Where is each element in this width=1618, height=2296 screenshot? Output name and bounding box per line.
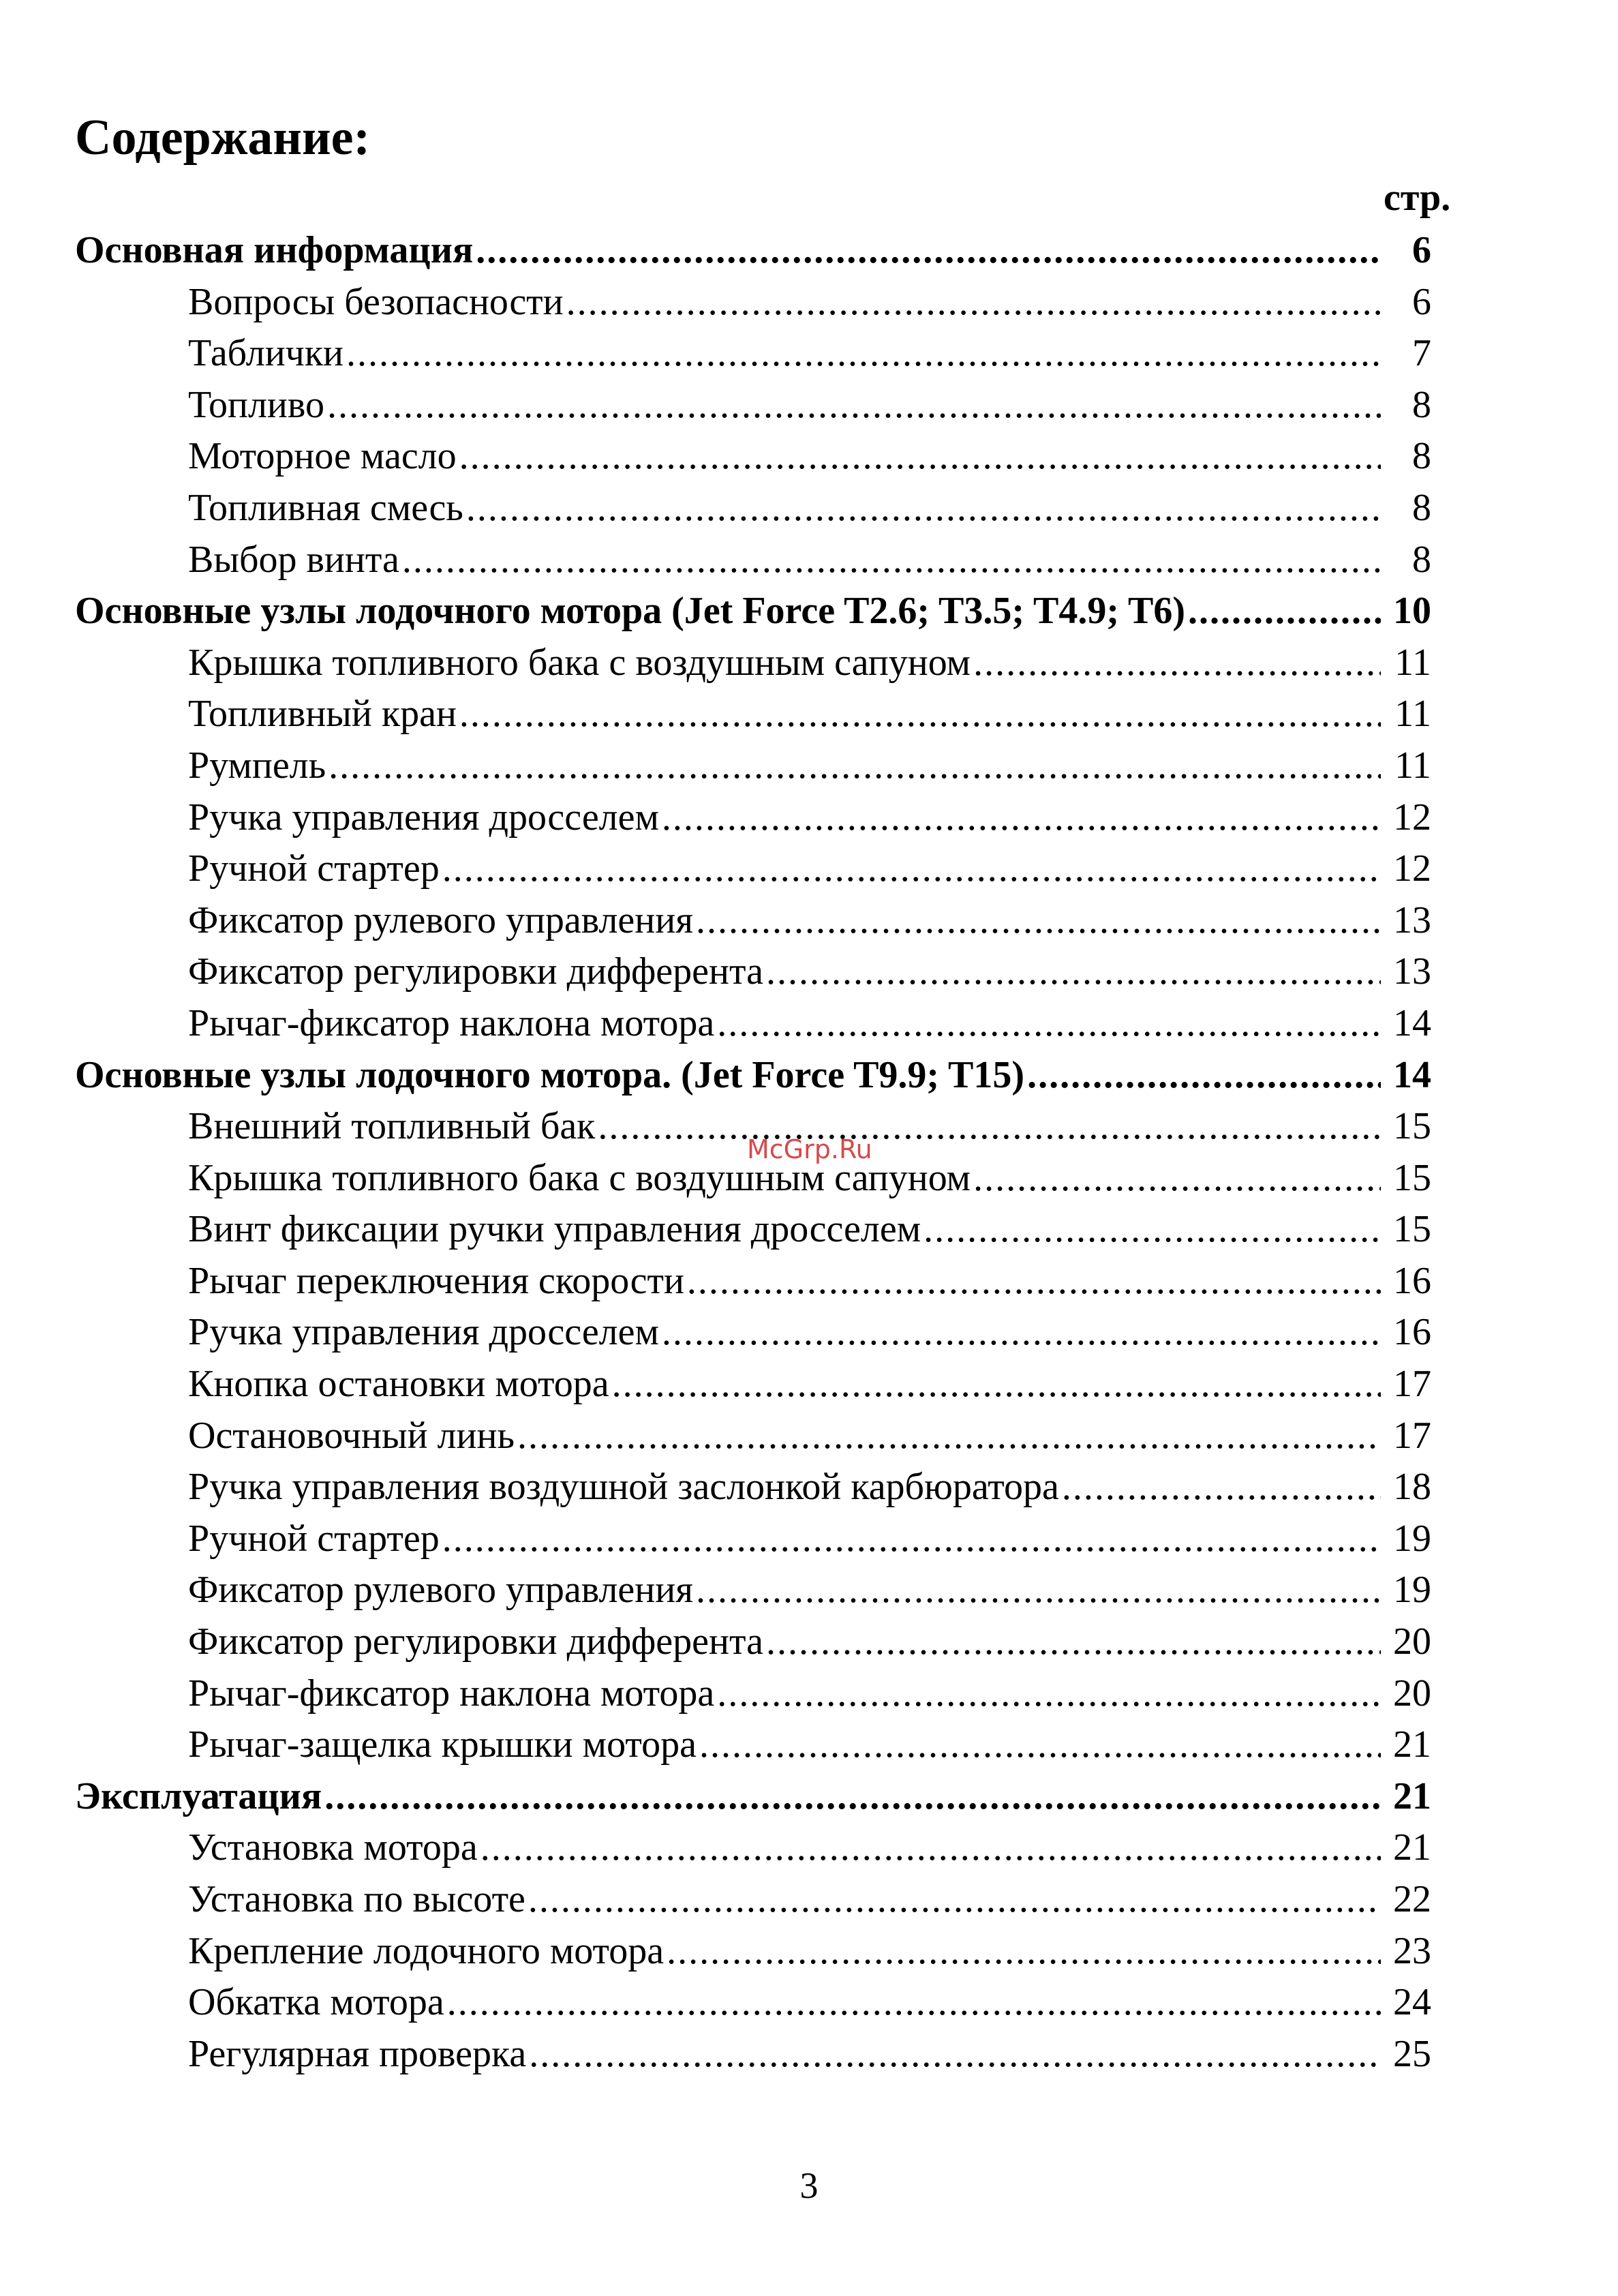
- toc-entry-label: Установка мотора: [188, 1826, 478, 1869]
- dot-leader: [442, 1513, 1381, 1565]
- toc-entry-label: Кнопка остановки мотора: [188, 1363, 609, 1406]
- toc-entry-label: Топливный кран: [188, 693, 457, 736]
- dot-leader: [699, 1719, 1381, 1771]
- dot-leader: [766, 946, 1381, 998]
- toc-entry-label: Установка по высоте: [188, 1878, 525, 1920]
- toc-entry-page: 20: [1393, 1672, 1431, 1715]
- toc-entry-page: 8: [1412, 435, 1431, 478]
- toc-entry-page: 15: [1393, 1208, 1431, 1251]
- toc-entry-page: 25: [1393, 2032, 1431, 2075]
- dot-leader: [696, 1565, 1381, 1616]
- dot-leader: [476, 225, 1381, 277]
- toc-item: [75, 1822, 1431, 1874]
- toc-entry-label: Обкатка мотора: [188, 1981, 444, 2024]
- toc-item: [75, 2029, 1431, 2081]
- toc-item: [75, 1359, 1431, 1410]
- dot-leader: [973, 637, 1381, 689]
- toc-entry-page: 16: [1393, 1259, 1431, 1302]
- toc-item: [75, 637, 1431, 689]
- toc-entry-page: 23: [1393, 1929, 1431, 1972]
- dot-leader: [566, 277, 1381, 329]
- toc-entry-page: 11: [1394, 693, 1431, 736]
- toc-section: [75, 225, 1431, 277]
- toc-entry-label: Эксплуатация: [75, 1774, 322, 1817]
- toc-item: [75, 946, 1431, 998]
- toc-item: [75, 1616, 1431, 1668]
- toc-item: [75, 1256, 1431, 1308]
- dot-leader: [517, 1410, 1381, 1462]
- toc-entry-page: 21: [1393, 1723, 1431, 1766]
- toc-entry-label: Фиксатор регулировки дифферента: [188, 950, 763, 993]
- toc-entry-label: Фиксатор регулировки дифферента: [188, 1620, 763, 1663]
- toc-entry-label: Рычаг-защелка крышки мотора: [188, 1723, 697, 1766]
- dot-leader: [459, 431, 1381, 483]
- toc-entry-label: Рычаг-фиксатор наклона мотора: [188, 1672, 715, 1715]
- toc-entry-label: Основные узлы лодочного мотора (Jet Force T2.6; T3.5; T4.9; T6): [75, 590, 1186, 633]
- dot-leader: [324, 1771, 1381, 1823]
- toc-section: [75, 1050, 1431, 1102]
- toc-item: [75, 1926, 1431, 1978]
- toc-item: [75, 1874, 1431, 1926]
- toc-entry-label: Вопросы безопасности: [188, 280, 564, 323]
- toc-entry-label: Крышка топливного бака с воздушным сапуном: [188, 641, 971, 684]
- toc-item: [75, 1410, 1431, 1462]
- toc-item: [75, 1462, 1431, 1513]
- toc-entry-page: 13: [1393, 898, 1431, 941]
- dot-leader: [667, 1926, 1381, 1978]
- toc-entry-label: Крепление лодочного мотора: [188, 1929, 665, 1972]
- toc-entry-page: 10: [1393, 590, 1431, 633]
- toc-entry-label: Ручной стартер: [188, 1517, 440, 1560]
- toc-entry-label: Фиксатор рулевого управления: [188, 898, 693, 941]
- toc-item: [75, 380, 1431, 432]
- dot-leader: [447, 1977, 1381, 2029]
- watermark: McGrp.Ru: [747, 1134, 872, 1164]
- dot-leader: [1027, 1050, 1381, 1102]
- toc-entry-page: 21: [1393, 1826, 1431, 1869]
- toc-section: [75, 586, 1431, 637]
- dot-leader: [528, 1874, 1381, 1926]
- toc-entry-label: Остановочный линь: [188, 1414, 515, 1457]
- toc-item: [75, 431, 1431, 483]
- dot-leader: [662, 1307, 1381, 1359]
- toc-entry-page: 11: [1394, 641, 1431, 684]
- toc-item: [75, 1307, 1431, 1359]
- toc-entry-label: Винт фиксации ручки управления дросселем: [188, 1208, 921, 1251]
- toc-item: [75, 998, 1431, 1050]
- dot-leader: [598, 1101, 1381, 1153]
- dot-leader: [766, 1616, 1381, 1668]
- dot-leader: [327, 380, 1381, 432]
- dot-leader: [717, 998, 1381, 1050]
- toc-item: [75, 1565, 1431, 1616]
- toc-item: [75, 895, 1431, 947]
- toc-item: [75, 534, 1431, 586]
- toc-entry-page: 13: [1393, 950, 1431, 993]
- toc-entry-label: Рычаг переключения скорости: [188, 1259, 684, 1302]
- toc-entry-page: 17: [1393, 1363, 1431, 1406]
- toc-entry-page: 6: [1412, 280, 1431, 323]
- page-title: Содержание:: [75, 110, 371, 166]
- toc-item: [75, 843, 1431, 895]
- toc-entry-label: Выбор винта: [188, 538, 399, 581]
- toc-item: [75, 328, 1431, 380]
- toc-item: [75, 277, 1431, 329]
- dot-leader: [973, 1153, 1381, 1205]
- toc-item: [75, 740, 1431, 792]
- toc-entry-label: Ручной стартер: [188, 847, 440, 890]
- dot-leader: [442, 843, 1381, 895]
- toc-item: [75, 1719, 1431, 1771]
- toc-entry-label: Регулярная проверка: [188, 2032, 527, 2075]
- toc-entry-label: Ручка управления воздушной заслонкой карбюратора: [188, 1466, 1059, 1509]
- toc-entry-page: 6: [1412, 229, 1431, 271]
- toc-entry-page: 21: [1393, 1774, 1431, 1817]
- dot-leader: [329, 740, 1381, 792]
- toc-item: [75, 792, 1431, 844]
- toc-entry-page: 8: [1412, 486, 1431, 529]
- page-number: 3: [799, 2165, 819, 2206]
- toc-entry-page: 17: [1393, 1414, 1431, 1457]
- toc-entry-page: 8: [1412, 383, 1431, 426]
- toc-entry-label: Фиксатор рулевого управления: [188, 1569, 693, 1612]
- toc-item: [75, 1204, 1431, 1256]
- toc-entry-label: Ручка управления дросселем: [188, 1311, 659, 1354]
- toc-item: [75, 689, 1431, 740]
- toc-entry-page: 20: [1393, 1620, 1431, 1663]
- toc-item: [75, 1668, 1431, 1720]
- dot-leader: [402, 534, 1381, 586]
- toc-entry-page: 15: [1393, 1105, 1431, 1148]
- toc-entry-page: 14: [1393, 1001, 1431, 1044]
- toc-entry-label: Основные узлы лодочного мотора. (Jet Force T9.9; T15): [75, 1053, 1025, 1096]
- toc-entry-page: 14: [1393, 1053, 1431, 1096]
- toc-entry-page: 19: [1393, 1517, 1431, 1560]
- dot-leader: [529, 2029, 1381, 2081]
- dot-leader: [717, 1668, 1381, 1720]
- toc-entry-label: Рычаг-фиксатор наклона мотора: [188, 1001, 715, 1044]
- dot-leader: [480, 1822, 1381, 1874]
- dot-leader: [346, 328, 1381, 380]
- toc-entry-label: Топливо: [188, 383, 324, 426]
- toc-item: [75, 1977, 1431, 2029]
- dot-leader: [924, 1204, 1381, 1256]
- toc-entry-page: 11: [1394, 744, 1431, 787]
- toc-entry-page: 15: [1393, 1156, 1431, 1199]
- toc-entry-page: 19: [1393, 1569, 1431, 1612]
- toc-entry-label: Топливная смесь: [188, 486, 463, 529]
- toc-entry-label: Внешний топливный бак: [188, 1105, 596, 1148]
- dot-leader: [687, 1256, 1381, 1308]
- toc-entry-label: Таблички: [188, 332, 344, 375]
- toc-entry-page: 8: [1412, 538, 1431, 581]
- dot-leader: [696, 895, 1381, 947]
- toc-entry-page: 12: [1393, 796, 1431, 839]
- dot-leader: [459, 689, 1381, 740]
- page-column-label: стр.: [1384, 177, 1451, 219]
- toc-entry-label: Основная информация: [75, 229, 474, 271]
- dot-leader: [1188, 586, 1381, 637]
- toc-entry-label: Моторное масло: [188, 435, 457, 478]
- toc-entry-label: Румпель: [188, 744, 326, 787]
- toc-entry-page: 16: [1393, 1311, 1431, 1354]
- toc-entry-page: 12: [1393, 847, 1431, 890]
- toc-entry-label: Ручка управления дросселем: [188, 796, 659, 839]
- dot-leader: [612, 1359, 1381, 1410]
- toc-section: [75, 1771, 1431, 1823]
- dot-leader: [662, 792, 1381, 844]
- toc-entry-page: 22: [1393, 1878, 1431, 1920]
- toc-entry-label: Крышка топливного бака с воздушным сапуном: [188, 1156, 971, 1199]
- toc-entry-page: 24: [1393, 1981, 1431, 2024]
- toc-entry-page: 18: [1393, 1466, 1431, 1509]
- toc-item: [75, 483, 1431, 534]
- toc-entry-page: 7: [1412, 332, 1431, 375]
- toc-item: [75, 1513, 1431, 1565]
- dot-leader: [1062, 1462, 1381, 1513]
- dot-leader: [466, 483, 1381, 534]
